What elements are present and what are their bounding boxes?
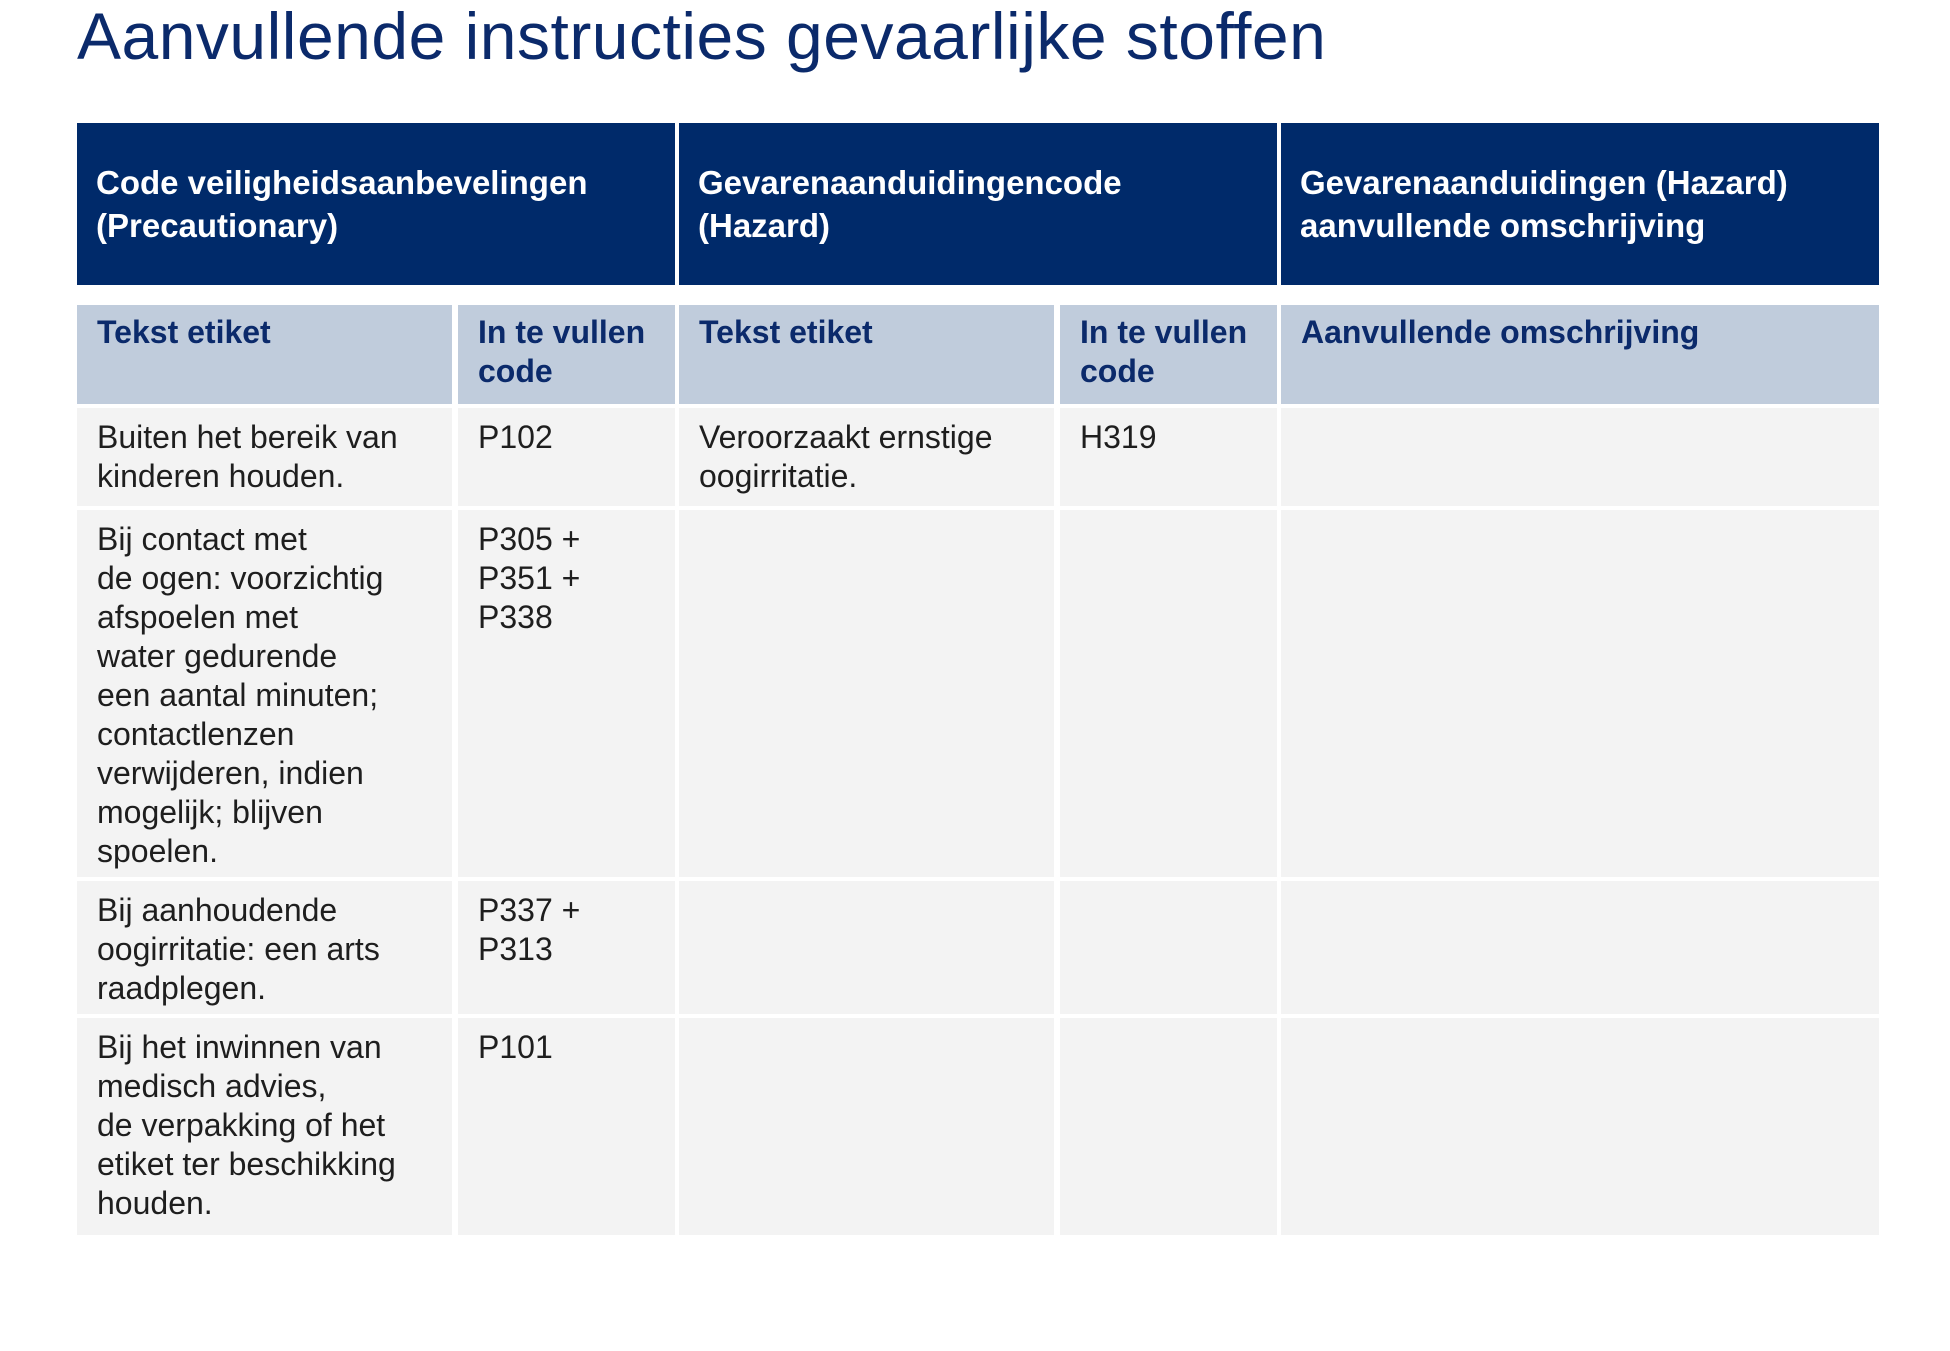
table-sub-header — [77, 305, 1879, 404]
cell-precautionary-text: Bij contact met de ogen: voorzichtig afspoelen met water gedurende een aantal minuten; contactlenzen verwijderen, indien mogelijk; blijven spoelen. — [77, 510, 452, 877]
subheader-hazard-text: Tekst etiket — [679, 305, 1054, 404]
page-title: Aanvullende instructies gevaarlijke stoffen — [77, 0, 1327, 73]
cell-additional-description — [1281, 881, 1879, 1014]
header-hazard-description: Gevarenaanduidingen (Hazard) aanvullende omschrijving — [1281, 123, 1879, 285]
cell-additional-description — [1281, 1018, 1879, 1235]
cell-additional-description — [1281, 510, 1879, 877]
cell-precautionary-code: P337 + P313 — [458, 881, 675, 1014]
cell-hazard-text — [679, 1018, 1054, 1235]
cell-precautionary-text: Buiten het bereik van kinderen houden. — [77, 408, 452, 506]
cell-precautionary-code: P305 + P351 + P338 — [458, 510, 675, 877]
cell-precautionary-text: Bij het inwinnen van medisch advies, de verpakking of het etiket ter beschikking houden. — [77, 1018, 452, 1235]
cell-hazard-code — [1060, 881, 1277, 1014]
cell-precautionary-code: P102 — [458, 408, 675, 506]
subheader-precautionary-text: Tekst etiket — [77, 305, 452, 404]
subheader-precautionary-code: In te vullen code — [458, 305, 675, 404]
cell-hazard-text: Veroorzaakt ernstige oogirritatie. — [679, 408, 1054, 506]
cell-hazard-code — [1060, 510, 1277, 877]
cell-hazard-code — [1060, 1018, 1277, 1235]
subheader-hazard-code: In te vullen code — [1060, 305, 1277, 404]
cell-additional-description — [1281, 408, 1879, 506]
cell-hazard-code: H319 — [1060, 408, 1277, 506]
table-main-header — [77, 123, 1879, 285]
subheader-additional-description: Aanvullende omschrijving — [1281, 305, 1879, 404]
cell-precautionary-code: P101 — [458, 1018, 675, 1235]
cell-precautionary-text: Bij aanhoudende oogirritatie: een arts raadplegen. — [77, 881, 452, 1014]
header-precautionary: Code veiligheidsaanbevelingen (Precautionary) — [77, 123, 675, 285]
header-hazard-code: Gevarenaanduidingencode (Hazard) — [679, 123, 1277, 285]
cell-hazard-text — [679, 881, 1054, 1014]
cell-hazard-text — [679, 510, 1054, 877]
